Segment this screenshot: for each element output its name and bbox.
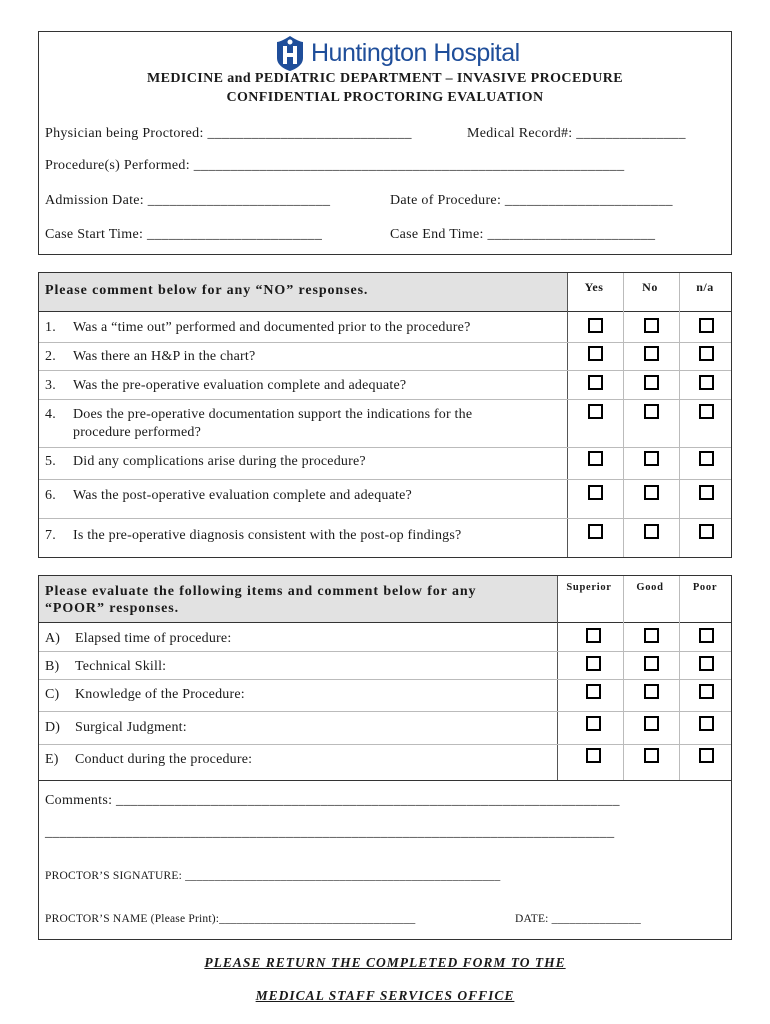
a-superior-checkbox[interactable] [586, 628, 601, 643]
e-good-checkbox[interactable] [644, 748, 659, 763]
return-instruction-line2: MEDICAL STAFF SERVICES OFFICE [255, 988, 515, 1003]
q6-no-checkbox[interactable] [644, 485, 659, 500]
item-d: D) Surgical Judgment: [45, 720, 187, 735]
q5-yes-checkbox[interactable] [588, 451, 603, 466]
comments-field-line2[interactable]: ______________________________________________________________________________ [45, 825, 615, 840]
form-subtitle: CONFIDENTIAL PROCTORING EVALUATION [226, 90, 544, 105]
q3-yes-checkbox[interactable] [588, 375, 603, 390]
q5-no-checkbox[interactable] [644, 451, 659, 466]
logo-text: Huntington Hospital [311, 38, 520, 67]
q6-yes-checkbox[interactable] [588, 485, 603, 500]
question-4: 4. Does the pre-operative documentation support the indications for the procedure performed? [45, 407, 473, 440]
d-superior-checkbox[interactable] [586, 716, 601, 731]
return-instruction-line1: PLEASE RETURN THE COMPLETED FORM TO THE [204, 955, 566, 970]
hospital-logo [275, 33, 520, 73]
comments-field[interactable]: Comments: _____________________________________________________________________ [45, 793, 620, 808]
q2-yes-checkbox[interactable] [588, 346, 603, 361]
item-a: A) Elapsed time of procedure: [45, 631, 232, 646]
hospital-logo-icon [275, 34, 305, 72]
procedure-date-field[interactable]: Date of Procedure: _______________________ [390, 193, 673, 208]
col-poor: Poor [692, 582, 718, 593]
d-good-checkbox[interactable] [644, 716, 659, 731]
col-superior: Superior [566, 582, 612, 593]
b-poor-checkbox[interactable] [699, 656, 714, 671]
q4-na-checkbox[interactable] [699, 404, 714, 419]
q3-no-checkbox[interactable] [644, 375, 659, 390]
a-poor-checkbox[interactable] [699, 628, 714, 643]
q2-no-checkbox[interactable] [644, 346, 659, 361]
e-superior-checkbox[interactable] [586, 748, 601, 763]
q4-yes-checkbox[interactable] [588, 404, 603, 419]
q5-na-checkbox[interactable] [699, 451, 714, 466]
q3-na-checkbox[interactable] [699, 375, 714, 390]
q7-no-checkbox[interactable] [644, 524, 659, 539]
question-7: 7. Is the pre-operative diagnosis consistent with the post-op findings? [45, 528, 462, 543]
q7-yes-checkbox[interactable] [588, 524, 603, 539]
d-poor-checkbox[interactable] [699, 716, 714, 731]
b-superior-checkbox[interactable] [586, 656, 601, 671]
q7-na-checkbox[interactable] [699, 524, 714, 539]
section2-heading-line1: Please evaluate the following items and comment below for any [45, 584, 477, 599]
e-poor-checkbox[interactable] [699, 748, 714, 763]
physician-field[interactable]: Physician being Proctored: ____________________________ [45, 126, 412, 141]
q1-no-checkbox[interactable] [644, 318, 659, 333]
q1-yes-checkbox[interactable] [588, 318, 603, 333]
col-na: n/a [696, 280, 714, 294]
question-2: 2. Was there an H&P in the chart? [45, 349, 256, 364]
question-1: 1. Was a “time out” performed and documented prior to the procedure? [45, 320, 471, 335]
item-e: E) Conduct during the procedure: [45, 752, 253, 767]
proctor-name-field[interactable]: PROCTOR’S NAME (Please Print):_________________________________ [45, 913, 416, 925]
q2-na-checkbox[interactable] [699, 346, 714, 361]
b-good-checkbox[interactable] [644, 656, 659, 671]
section2-heading-line2: “POOR” responses. [45, 601, 180, 616]
case-start-field[interactable]: Case Start Time: ________________________ [45, 227, 323, 242]
question-6: 6. Was the post-operative evaluation complete and adequate? [45, 488, 412, 503]
question-5: 5. Did any complications arise during the procedure? [45, 454, 366, 469]
procedures-field[interactable]: Procedure(s) Performed: ___________________________________________________________ [45, 158, 625, 173]
q4-no-checkbox[interactable] [644, 404, 659, 419]
question-3: 3. Was the pre-operative evaluation complete and adequate? [45, 378, 407, 393]
c-poor-checkbox[interactable] [699, 684, 714, 699]
q1-na-checkbox[interactable] [699, 318, 714, 333]
col-good: Good [636, 582, 664, 593]
item-c: C) Knowledge of the Procedure: [45, 687, 245, 702]
col-yes: Yes [584, 280, 604, 294]
a-good-checkbox[interactable] [644, 628, 659, 643]
case-end-field[interactable]: Case End Time: _______________________ [390, 227, 656, 242]
admission-date-field[interactable]: Admission Date: _________________________ [45, 193, 331, 208]
signature-field[interactable]: PROCTOR’S SIGNATURE: _____________________________________________________ [45, 870, 501, 882]
date-field[interactable]: DATE: _______________ [515, 913, 641, 925]
q6-na-checkbox[interactable] [699, 485, 714, 500]
c-good-checkbox[interactable] [644, 684, 659, 699]
form-title: MEDICINE and PEDIATRIC DEPARTMENT – INVASIVE PROCEDURE [147, 71, 623, 86]
section1-heading: Please comment below for any “NO” responses. [45, 283, 369, 298]
col-no: No [642, 280, 658, 294]
medical-record-field[interactable]: Medical Record#: _______________ [467, 126, 686, 141]
item-b: B) Technical Skill: [45, 659, 167, 674]
c-superior-checkbox[interactable] [586, 684, 601, 699]
